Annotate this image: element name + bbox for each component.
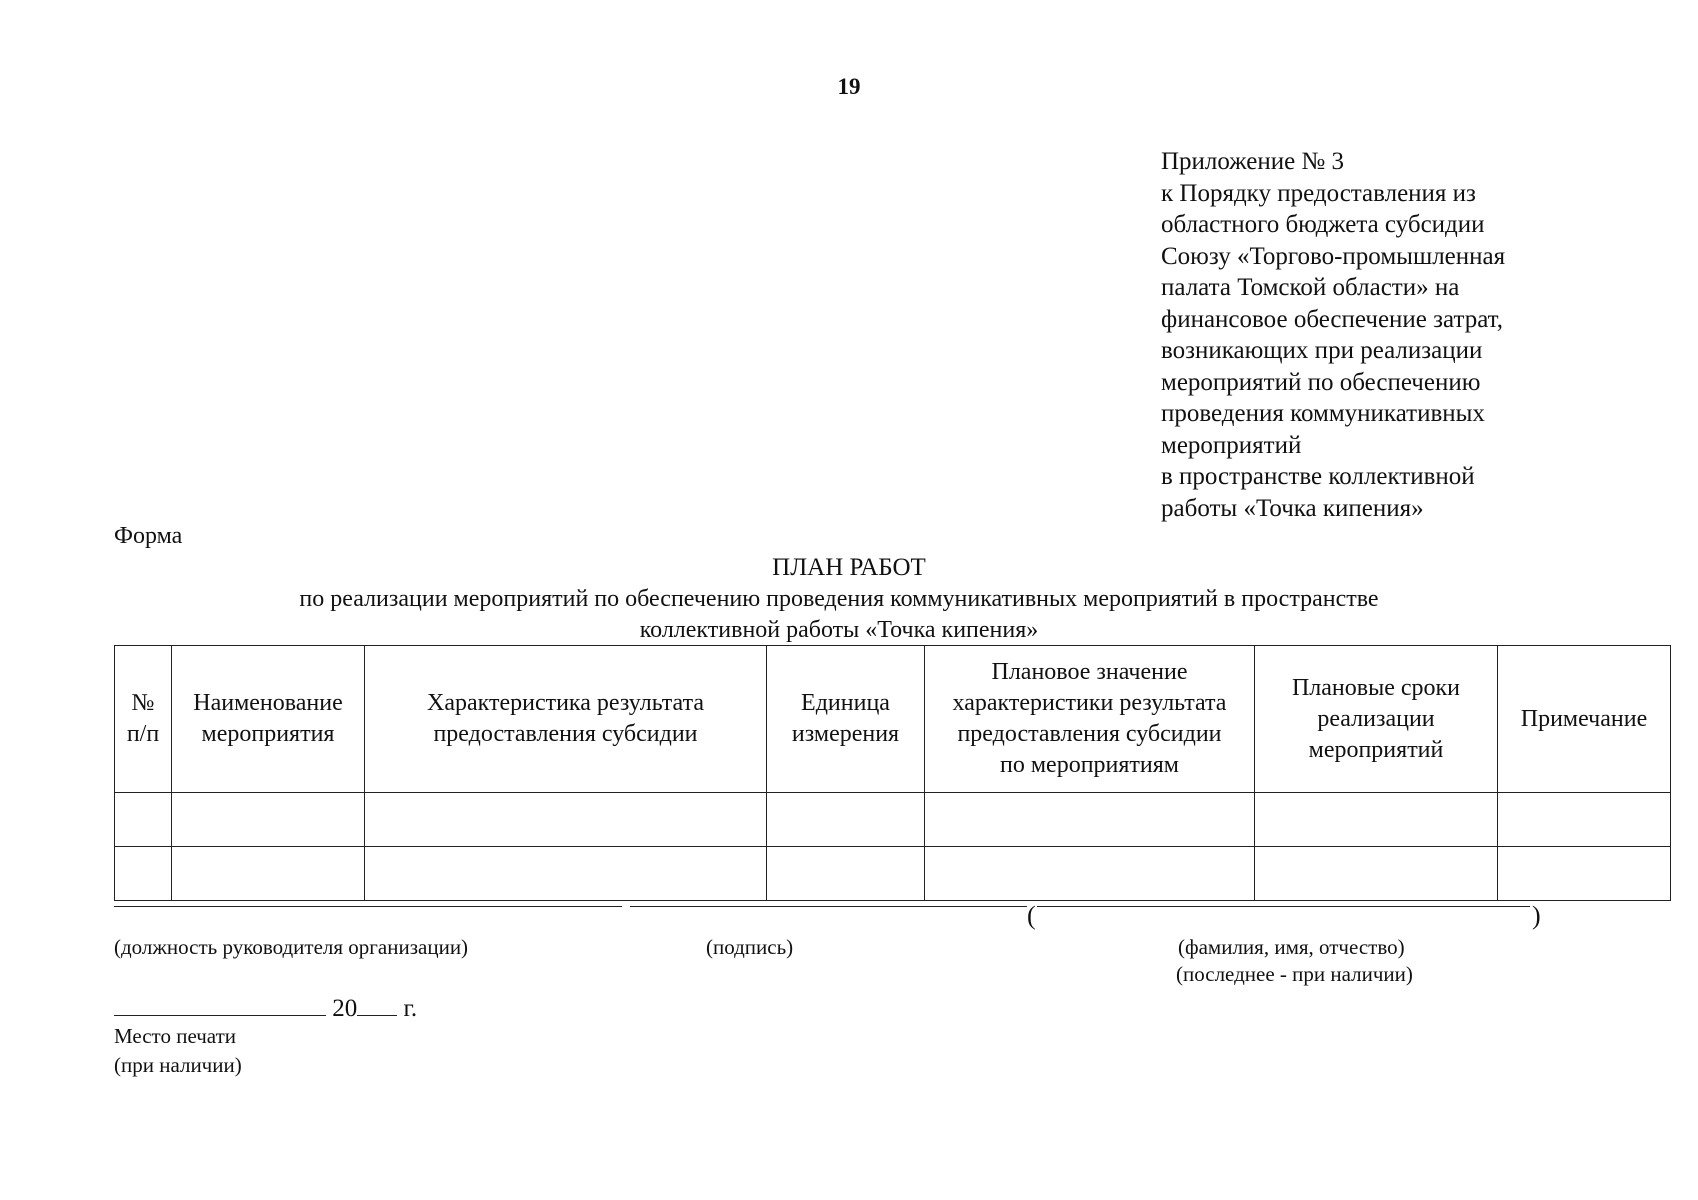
position-caption: (должность руководителя организации): [114, 935, 469, 959]
table-row: [115, 847, 1671, 901]
table-cell[interactable]: [1255, 847, 1498, 901]
table-cell[interactable]: [115, 847, 172, 901]
table-cell[interactable]: [925, 847, 1255, 901]
table-cell[interactable]: [365, 847, 767, 901]
table-cell[interactable]: [1255, 793, 1498, 847]
table-cell[interactable]: [767, 847, 925, 901]
table-cell[interactable]: [172, 847, 365, 901]
appendix-line: к Порядку предоставления из: [1161, 179, 1476, 207]
form-label: Форма: [114, 523, 183, 549]
date-day-month-field[interactable]: [114, 993, 326, 1016]
appendix-line: финансовое обеспечение затрат,: [1161, 305, 1503, 333]
close-paren: ): [1532, 901, 1541, 930]
table-cell[interactable]: [1498, 847, 1671, 901]
plan-subtitle-line: по реализации мероприятий по обеспечению проведения коммуникативных мероприятий в пространстве: [299, 586, 1379, 612]
plan-subtitle: [114, 584, 1564, 646]
open-paren: (: [1027, 901, 1036, 930]
plan-table: [114, 645, 1671, 901]
appendix-line: палата Томской области» на: [1161, 274, 1460, 301]
name-caption-note: (последнее - при наличии): [1176, 962, 1413, 986]
name-caption: (фамилия, имя, отчество): [1178, 935, 1405, 959]
table-cell[interactable]: [115, 793, 172, 847]
page-number: 19: [837, 74, 861, 99]
signature-caption: (подпись): [706, 935, 794, 959]
appendix-line: мероприятий: [1161, 431, 1302, 459]
appendix-block: [1161, 146, 1661, 524]
date-year-field[interactable]: [357, 993, 397, 1016]
table-cell[interactable]: [767, 793, 925, 847]
stamp-note: (при наличии): [114, 1053, 242, 1077]
position-signature-line[interactable]: [114, 906, 622, 907]
table-cell[interactable]: [1498, 793, 1671, 847]
table-header-row: [115, 646, 1671, 793]
header-unit: Единица измерения: [767, 646, 925, 793]
year-suffix: г.: [403, 995, 418, 1022]
appendix-line: областного бюджета субсидии: [1161, 211, 1485, 238]
appendix-line: Приложение № 3: [1161, 148, 1345, 175]
header-number: № п/п: [115, 646, 172, 793]
appendix-line: мероприятий по обеспечению: [1161, 368, 1481, 396]
appendix-line: возникающих при реализации: [1161, 337, 1483, 364]
table-cell[interactable]: [172, 793, 365, 847]
signature-line[interactable]: [630, 906, 1027, 907]
header-planned-dates: Плановые сроки реализации мероприятий: [1255, 646, 1498, 793]
header-result-characteristic: Характеристика результата предоставления субсидии: [365, 646, 767, 793]
plan-subtitle-line: коллективной работы «Точка кипения»: [639, 617, 1039, 643]
table-cell[interactable]: [365, 793, 767, 847]
plan-title: ПЛАН РАБОТ: [772, 554, 926, 581]
appendix-line: проведения коммуникативных: [1161, 400, 1485, 427]
header-planned-value: Плановое значение характеристики результата предоставления субсидии по мероприятиям: [925, 646, 1255, 793]
table-cell[interactable]: [925, 793, 1255, 847]
appendix-line: работы «Точка кипения»: [1161, 494, 1424, 522]
year-prefix: 20: [332, 995, 358, 1022]
appendix-line: в пространстве коллективной: [1161, 463, 1475, 490]
header-event-name: Наименование мероприятия: [172, 646, 365, 793]
header-note: Примечание: [1498, 646, 1671, 793]
stamp-label: Место печати: [114, 1024, 237, 1048]
date-line: [114, 993, 417, 1024]
name-signature-line[interactable]: [1037, 906, 1530, 907]
table-row: [115, 793, 1671, 847]
appendix-line: Союзу «Торгово-промышленная: [1161, 242, 1506, 270]
